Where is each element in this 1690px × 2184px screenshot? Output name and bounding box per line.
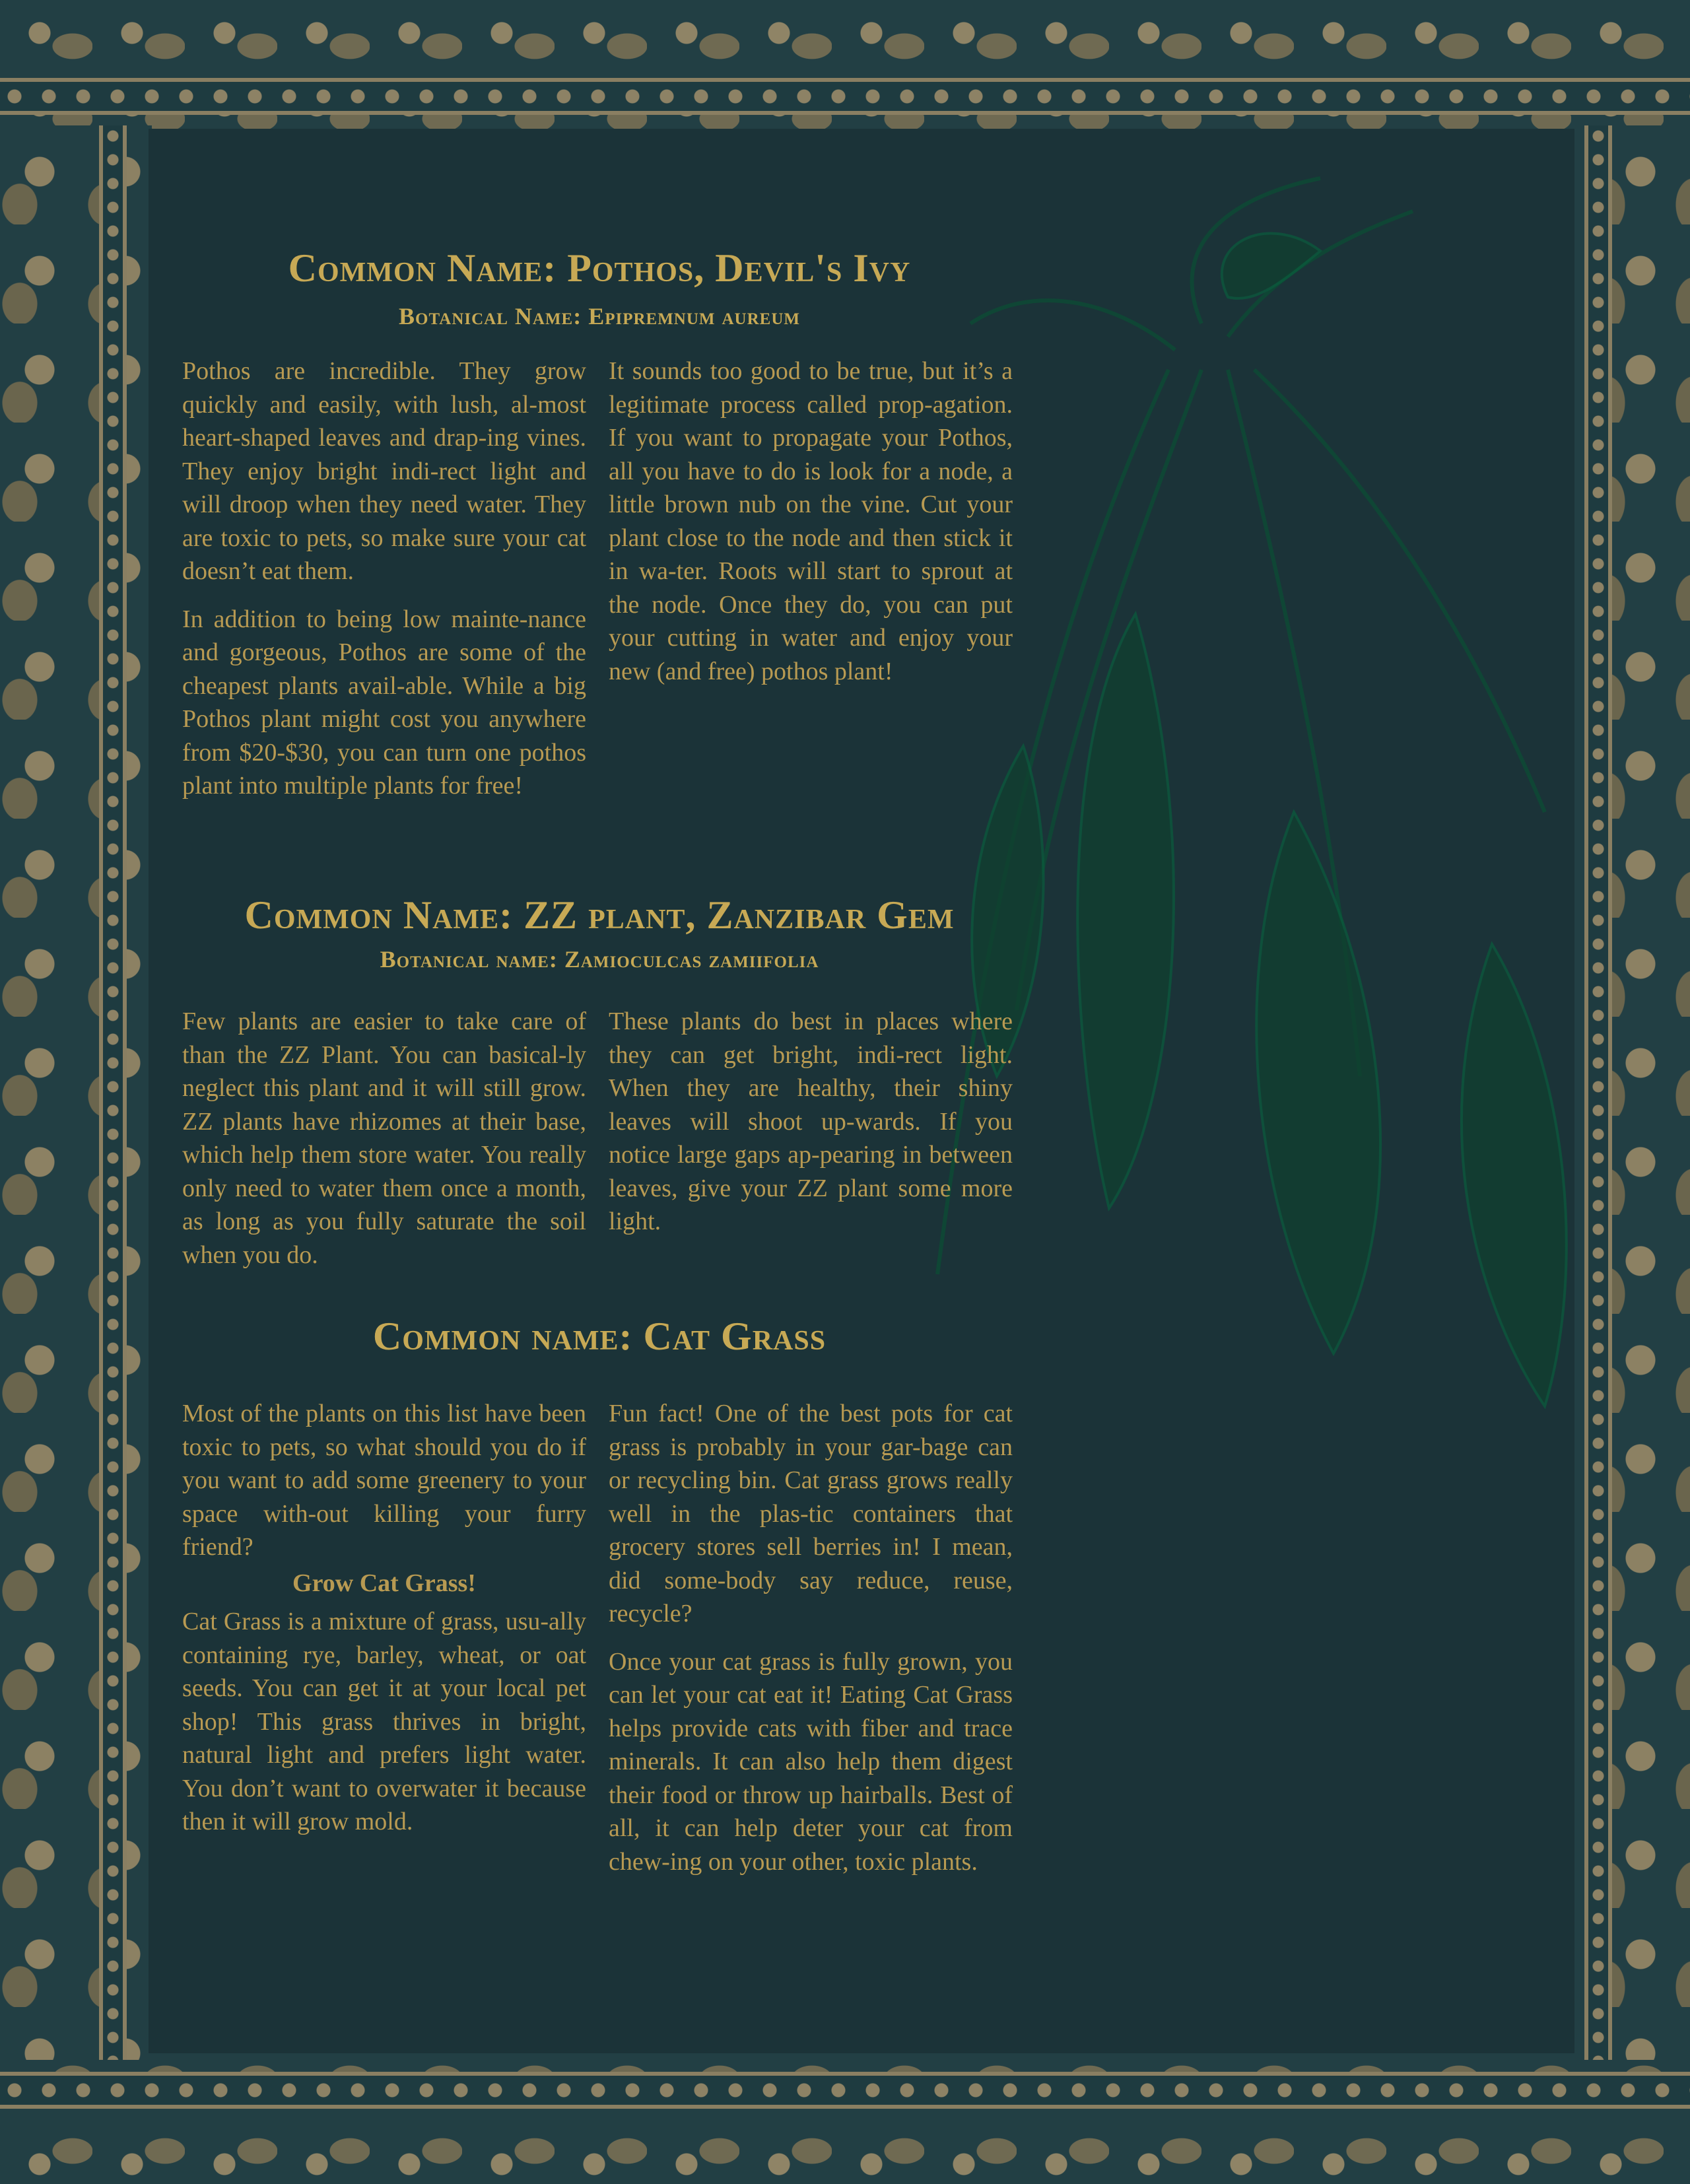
zz-left-column: [182, 1005, 586, 1286]
paragraph: It sounds too good to be true, but it’s a legitimate process called prop-agation. If you want to propagate your Pothos, all you have to do is look for a node, a little brown nub on the vine. Cut your plant close to the node and then stick it in wa-ter. Roots will start to sprout at the node. Once they do, you can put your cutting in water and enjoy your new (and free) pothos plant!: [609, 357, 1013, 685]
cat-grass-left-column: [182, 1397, 586, 1853]
cat-grass-right-column: [609, 1397, 1013, 1893]
paragraph: Pothos are incredible. They grow quickly and easily, with lush, al-most heart-shaped leaves and drap-ing vines. They enjoy bright indi-rect light and will droop when they need water. They are toxic to pets, so make sure your cat doesn’t eat them.: [182, 357, 586, 585]
hanging-plant-illustration: [858, 152, 1591, 1472]
section-title-cat-grass: Common name: Cat Grass: [372, 1314, 827, 1358]
section-title-pothos: Common Name: Pothos, Devil's Ivy: [288, 246, 911, 290]
pothos-right-column: [609, 355, 1013, 702]
paragraph: Most of the plants on this list have been toxic to pets, so what should you do if you want to add some greenery to your space with-out killing your furry friend?: [182, 1400, 586, 1561]
ornamental-border-left: [0, 125, 152, 2060]
botanical-name-zz-plant: Botanical name: Zamioculcas zamiifolia: [380, 946, 819, 973]
paragraph: Fun fact! One of the best pots for cat grass is probably in your gar-bage can or recycling bin. Cat grass grows really well in the plas-tic containers that grocery stores sell berries in! I mean, did some-body say reduce, reuse, recycle?: [609, 1400, 1013, 1627]
zz-right-column: [609, 1005, 1013, 1253]
botanical-name-pothos: Botanical Name: Epipremnum aureum: [398, 303, 800, 329]
bead-trim-top: [0, 78, 1690, 115]
bead-trim-left: [99, 125, 127, 2060]
callout-grow-cat-grass: Grow Cat Grass!: [292, 1569, 476, 1597]
paragraph: In addition to being low mainte-nance and gorgeous, Pothos are some of the cheapest plants avail-able. While a big Pothos plant might cost you anywhere from $20-$30, you can turn one pothos plant into multiple plants for free!: [182, 605, 586, 800]
paragraph: Cat Grass is a mixture of grass, usu-ally containing rye, barley, wheat, or oat seeds. You can get it at your local pet shop! This grass thrives in bright, natural light and prefers light water. You don’t want to overwater it because then it will grow mold.: [182, 1608, 586, 1835]
paragraph: Once your cat grass is fully grown, you can let your cat eat it! Eating Cat Grass helps provide cats with fiber and trace minerals. It can also help them digest their food or throw up hairballs. Best of all, it can help deter your cat from chew-ing on your other, toxic plants.: [609, 1647, 1013, 1876]
bead-trim-bottom: [0, 2072, 1690, 2109]
section-title-zz-plant: Common Name: ZZ plant, Zanzibar Gem: [244, 893, 955, 937]
pothos-left-column: [182, 355, 586, 817]
paragraph: These plants do best in places where they can get bright, indi-rect light. When they are healthy, their shiny leaves will shoot up-wards. If you notice large gaps ap-pearing in between leaves, give your ZZ plant some more light.: [609, 1007, 1013, 1235]
paragraph: Few plants are easier to take care of than the ZZ Plant. You can basical-ly neglect this plant and it will still grow. ZZ plants have rhizomes at their base, which help them store water. You really only need to water them once a month, as long as you fully saturate the soil when you do.: [182, 1007, 586, 1269]
